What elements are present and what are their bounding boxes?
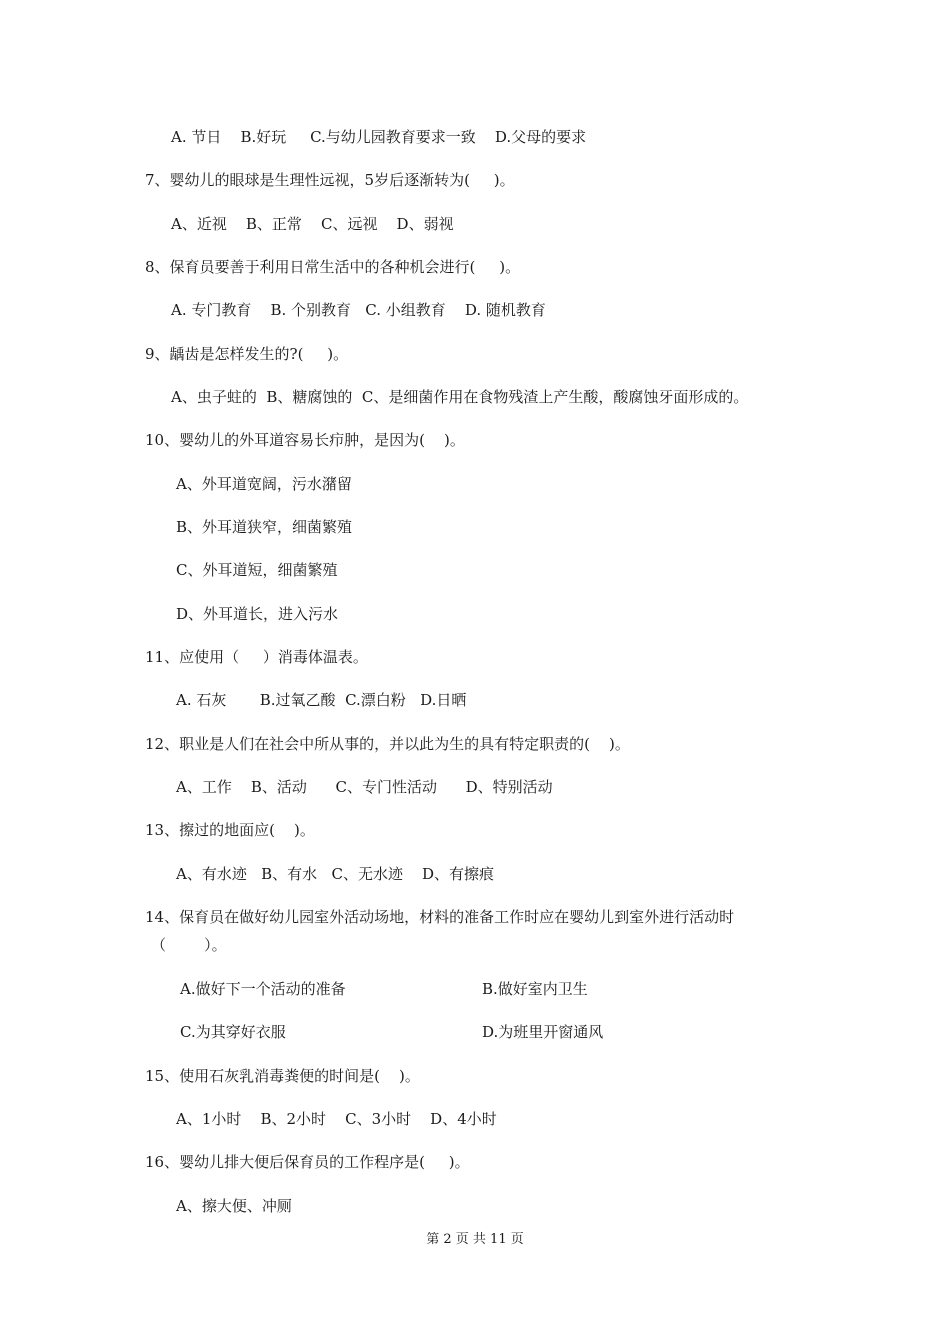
q10-option-d: D、外耳道长，进入污水 — [176, 605, 339, 623]
q10-option-a: A、外耳道宽阔，污水潴留 — [176, 475, 352, 493]
question-15: 15、使用石灰乳消毒粪便的时间是( )。 — [145, 1067, 420, 1085]
q13-options: A、有水迹 B、有水 C、无水迹 D、有擦痕 — [176, 865, 495, 883]
question-16: 16、婴幼儿排大便后保育员的工作程序是( )。 — [145, 1153, 470, 1171]
question-11: 11、应使用（ ）消毒体温表。 — [145, 648, 368, 666]
q8-options: A. 专门教育 B. 个别教育 C. 小组教育 D. 随机教育 — [171, 301, 546, 319]
q12-options: A、工作 B、活动 C、专门性活动 D、特别活动 — [176, 778, 553, 796]
q14-option-c: C.为其穿好衣服 — [180, 1023, 286, 1041]
q10-option-b: B、外耳道狭窄，细菌繁殖 — [176, 518, 353, 536]
question-10: 10、婴幼儿的外耳道容易长疖肿，是因为( )。 — [145, 431, 465, 449]
q6-options: A. 节日 B.好玩 C.与幼儿园教育要求一致 D.父母的要求 — [171, 128, 587, 146]
q14-option-a: A.做好下一个活动的准备 — [180, 980, 346, 998]
question-14: 14、保育员在做好幼儿园室外活动场地，材料的准备工作时应在婴幼儿到室外进行活动时 — [145, 908, 735, 926]
question-9: 9、龋齿是怎样发生的?( )。 — [145, 345, 349, 363]
q16-option-a: A、擦大便、冲厕 — [176, 1197, 292, 1215]
q7-options: A、近视 B、正常 C、远视 D、弱视 — [171, 215, 454, 233]
q14-option-d: D.为班里开窗通风 — [482, 1023, 604, 1041]
question-13: 13、擦过的地面应( )。 — [145, 821, 315, 839]
question-7: 7、婴幼儿的眼球是生理性远视，5岁后逐渐转为( )。 — [145, 171, 515, 189]
q9-options: A、虫子蛀的 B、糖腐蚀的 C、是细菌作用在食物残渣上产生酸，酸腐蚀牙面形成的。 — [171, 388, 749, 406]
q14-option-b: B.做好室内卫生 — [482, 980, 588, 998]
question-14-blank: （ ）。 — [151, 936, 227, 954]
page-footer: 第 2 页 共 11 页 — [426, 1232, 524, 1247]
q10-option-c: C、外耳道短，细菌繁殖 — [176, 561, 338, 579]
q11-options: A. 石灰 B.过氧乙酸 C.漂白粉 D.日晒 — [176, 691, 467, 709]
question-12: 12、职业是人们在社会中所从事的，并以此为生的具有特定职责的( )。 — [145, 735, 630, 753]
q15-options: A、1小时 B、2小时 C、3小时 D、4小时 — [176, 1110, 497, 1128]
question-8: 8、保育员要善于利用日常生活中的各种机会进行( )。 — [145, 258, 521, 276]
